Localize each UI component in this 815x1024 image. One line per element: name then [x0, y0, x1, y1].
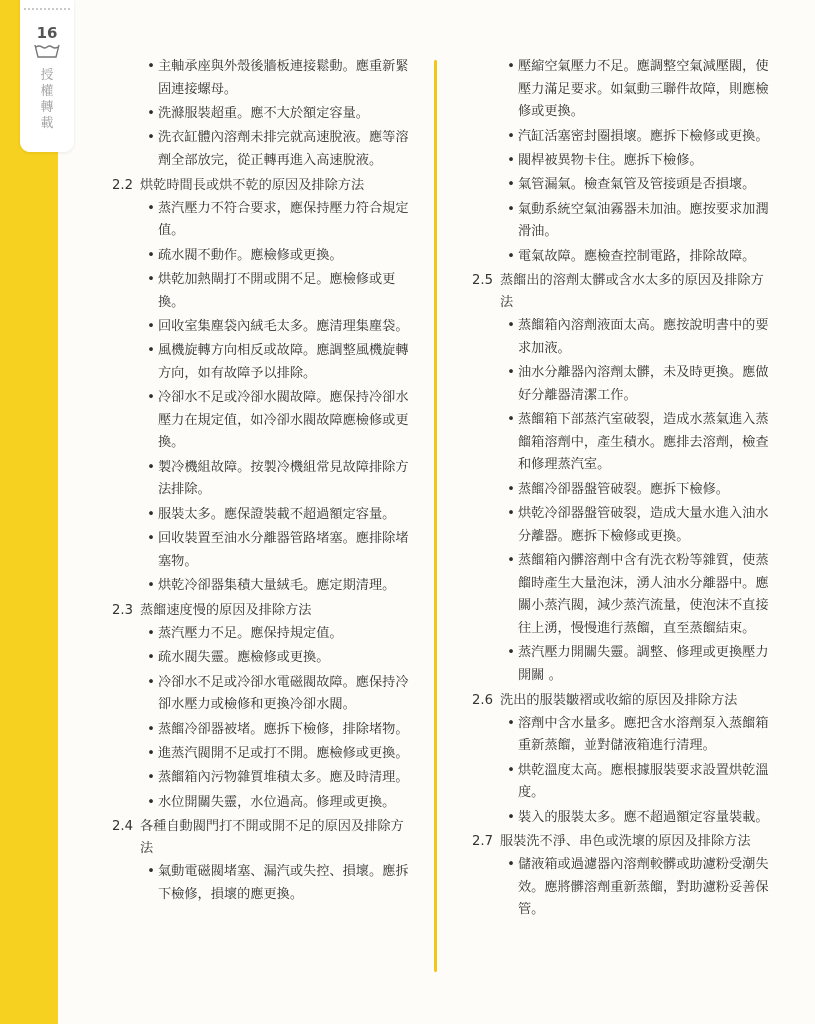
list-item-text: 洗滌服裝超重。應不大於額定容量。	[158, 105, 369, 121]
section-title: 服裝洗不淨、串色或洗壞的原因及排除方法	[500, 834, 751, 850]
list-item-text: 冷卻水不足或冷卻水閥故障。應保持冷卻水壓力在規定值，如冷卻水閥故障應檢修或更換。	[158, 390, 409, 451]
bullet-icon: •	[147, 343, 155, 359]
list-item	[504, 409, 772, 477]
column-divider	[434, 60, 437, 972]
list-item-text: 烘乾溫度太高。應根據服裝要求設置烘乾溫度。	[518, 762, 769, 801]
list-item	[144, 528, 412, 573]
section-number: 2.6	[472, 692, 493, 708]
section-heading	[112, 816, 412, 860]
list-item-text: 電氣故障。應檢查控制電路，排除故障。	[518, 248, 756, 264]
list-item-text: 回收裝置至油水分離器管路堵塞。應排除堵塞物。	[158, 531, 409, 569]
bullet-icon: •	[147, 531, 155, 547]
section-heading	[472, 831, 772, 853]
list-item	[144, 316, 412, 339]
bullet-icon: •	[507, 59, 515, 74]
bullet-icon: •	[147, 200, 155, 216]
right-column	[472, 56, 772, 924]
list-item	[144, 387, 412, 455]
section-number: 2.4	[112, 819, 133, 835]
bullet-icon: •	[147, 130, 155, 146]
list-item-text: 蒸餾冷卻器被堵。應拆下檢修，排除堵物。	[158, 721, 409, 737]
list-item	[504, 246, 772, 269]
list-item	[504, 503, 772, 548]
bullet-icon: •	[507, 645, 515, 661]
list-item	[144, 340, 412, 385]
list-item-text: 蒸餾箱內髒溶劑中含有洗衣粉等雜質，使蒸餾時產生大量泡沫，湧人油水分離器中。應關小蒸汽閥，減少蒸汽流量，使泡沫不直接往上湧，慢慢進行蒸餾，直至蒸餾結束。	[518, 553, 769, 637]
section-number: 2.5	[472, 273, 493, 289]
yellow-side-band	[0, 0, 58, 1024]
list-item-text: 製冷機組故障。按製冷機組常見故障排除方法排除。	[158, 459, 409, 498]
tab-stitch-decoration	[24, 8, 70, 10]
bullet-icon: •	[507, 715, 515, 731]
list-item-text: 蒸汽壓力開關失靈。調整、修理或更換壓力開關 。	[518, 645, 769, 684]
list-item-text: 水位開關失靈，水位過高。修理或更換。	[158, 794, 396, 810]
list-item-text: 烘乾冷卻器盤管破裂，造成大量水進入油水分離器。應拆下檢修或更換。	[518, 506, 769, 544]
list-item	[504, 479, 772, 502]
list-item-text: 回收室集塵袋內絨毛太多。應清理集塵袋。	[158, 318, 409, 334]
list-item-text: 裝入的服裝太多。應不超過額定容量裝載。	[518, 809, 769, 825]
list-item	[144, 623, 412, 646]
list-item	[144, 504, 412, 527]
bullet-icon: •	[147, 459, 155, 475]
list-item-text: 蒸餾冷卻器盤管破裂。應拆下檢修。	[518, 481, 729, 497]
list-item-text: 氣動電磁閥堵塞、漏汽或失控、損壞。應拆下檢修，損壞的應更換。	[158, 864, 409, 902]
list-item	[144, 767, 412, 790]
list-item-text: 蒸餾箱內溶劑液面太高。應按說明書中的要求加液。	[518, 318, 769, 356]
list-item-text: 氣動系統空氣油霧器未加油。應按要求加潤滑油。	[518, 201, 769, 240]
list-item-text: 疏水閥失靈。應檢修或更換。	[158, 650, 330, 666]
list-item	[504, 713, 772, 758]
bullet-icon: •	[147, 650, 155, 666]
section-heading	[112, 175, 412, 197]
list-item	[144, 792, 412, 815]
section-title: 蒸餾出的溶劑太髒或含水太多的原因及排除方法	[500, 273, 764, 311]
bullet-icon: •	[507, 365, 515, 381]
bullet-icon: •	[147, 745, 155, 761]
list-item	[504, 126, 772, 149]
bullet-icon: •	[507, 762, 515, 778]
bullet-icon: •	[147, 271, 155, 287]
list-item	[144, 719, 412, 742]
bullet-icon: •	[507, 553, 515, 569]
list-item	[144, 198, 412, 243]
list-item	[504, 760, 772, 805]
bullet-icon: •	[147, 247, 155, 263]
list-item-text: 蒸汽壓力不符合要求，應保持壓力符合規定值。	[158, 200, 409, 239]
list-item	[144, 103, 412, 126]
list-item	[504, 56, 772, 124]
section-number: 2.3	[112, 602, 133, 618]
section-heading	[472, 270, 772, 314]
bullet-icon: •	[147, 625, 155, 641]
bullet-icon: •	[147, 506, 155, 522]
bullet-icon: •	[507, 857, 515, 873]
list-item	[144, 457, 412, 502]
list-item	[504, 362, 772, 407]
list-item	[504, 199, 772, 244]
list-item-text: 主軸承座與外殼後牆板連接鬆動。應重新緊固連接螺母。	[158, 59, 409, 97]
section-title: 烘乾時間長或烘不乾的原因及排除方法	[140, 177, 365, 193]
left-column	[112, 56, 412, 908]
list-item-text: 疏水閥不動作。應檢修或更換。	[158, 247, 343, 263]
bullet-icon: •	[147, 770, 155, 786]
section-title: 蒸餾速度慢的原因及排除方法	[140, 602, 312, 618]
bullet-icon: •	[147, 674, 155, 690]
list-item	[144, 672, 412, 717]
bullet-icon: •	[147, 721, 155, 737]
list-item	[144, 245, 412, 268]
list-item	[504, 854, 772, 922]
bullet-icon: •	[507, 152, 515, 168]
list-item	[144, 127, 412, 172]
bullet-icon: •	[147, 578, 155, 594]
section-title: 洗出的服裝皺褶或收縮的原因及排除方法	[500, 692, 738, 708]
list-item-text: 閥桿被異物卡住。應拆下檢修。	[518, 152, 703, 168]
bullet-icon: •	[147, 794, 155, 810]
bullet-icon: •	[147, 59, 155, 74]
list-item	[504, 807, 772, 830]
bullet-icon: •	[507, 201, 515, 217]
bullet-icon: •	[507, 412, 515, 428]
section-number: 2.2	[112, 177, 133, 193]
bullet-icon: •	[147, 390, 155, 406]
list-item-text: 進蒸汽閥開不足或打不開。應檢修或更換。	[158, 745, 409, 761]
list-item	[144, 269, 412, 314]
bullet-icon: •	[507, 128, 515, 144]
section-number: 2.7	[472, 834, 493, 850]
bullet-icon: •	[507, 248, 515, 264]
bullet-icon: •	[147, 864, 155, 880]
list-item-text: 服裝太多。應保證裝載不超過額定容量。	[158, 506, 396, 522]
list-item-text: 油水分離器內溶劑太髒，未及時更換。應做好分離器清潔工作。	[518, 365, 769, 403]
list-item-text: 汽缸活塞密封圈損壞。應拆下檢修或更換。	[518, 128, 769, 144]
bullet-icon: •	[507, 481, 515, 497]
list-item-text: 儲液箱或過濾器內溶劑較髒或助濾粉受潮失效。應將髒溶劑重新蒸餾，對助濾粉妥善保管。	[518, 857, 769, 918]
list-item	[144, 56, 412, 101]
list-item-text: 洗衣缸體內溶劑未排完就高速脫液。應等溶劑全部放完，從正轉再進入高速脫液。	[158, 130, 409, 168]
list-item-text: 蒸餾箱內污物雜質堆積太多。應及時清理。	[158, 770, 409, 786]
list-item-text: 氣管漏氣。檢查氣管及管接頭是否損壞。	[518, 177, 756, 193]
page-number: 16	[36, 24, 58, 42]
list-item	[144, 647, 412, 670]
list-item	[504, 550, 772, 640]
list-item-text: 蒸餾箱下部蒸汽室破裂，造成水蒸氣進入蒸餾箱溶劑中，產生積水。應排去溶劑，檢查和修理蒸汽室。	[518, 412, 769, 473]
list-item	[504, 642, 772, 687]
bullet-icon: •	[147, 105, 155, 121]
section-heading	[112, 600, 412, 622]
list-item	[144, 575, 412, 598]
list-item	[144, 861, 412, 906]
section-title: 各種自動閥門打不開或開不足的原因及排除方法	[140, 819, 404, 857]
bullet-icon: •	[507, 809, 515, 825]
list-item-text: 烘乾加熱閘打不開或開不足。應檢修或更換。	[158, 271, 396, 310]
wash-basin-icon	[34, 44, 60, 58]
list-item-text: 壓縮空氣壓力不足。應調整空氣減壓閥，使壓力滿足要求。如氣動三聯件故障，則應檢修或更換。	[518, 59, 769, 120]
authorized-reprint-label: 授權轉載	[40, 68, 54, 131]
list-item-text: 烘乾冷卻器集積大量絨毛。應定期清理。	[158, 578, 396, 594]
list-item-text: 風機旋轉方向相反或故障。應調整風機旋轉方向，如有故障予以排除。	[158, 343, 409, 381]
list-item-text: 溶劑中含水量多。應把含水溶劑泵入蒸餾箱重新蒸餾，並對儲液箱進行清理。	[518, 715, 769, 754]
list-item	[144, 743, 412, 766]
bullet-icon: •	[507, 506, 515, 522]
list-item	[504, 315, 772, 360]
bullet-icon: •	[507, 177, 515, 193]
list-item-text: 冷卻水不足或冷卻水電磁閥故障。應保持冷卻水壓力或檢修和更換冷卻水閥。	[158, 674, 409, 713]
list-item	[504, 174, 772, 197]
list-item	[504, 150, 772, 173]
bullet-icon: •	[147, 318, 155, 334]
bullet-icon: •	[507, 318, 515, 334]
list-item-text: 蒸汽壓力不足。應保持規定值。	[158, 625, 343, 641]
section-heading	[472, 690, 772, 712]
